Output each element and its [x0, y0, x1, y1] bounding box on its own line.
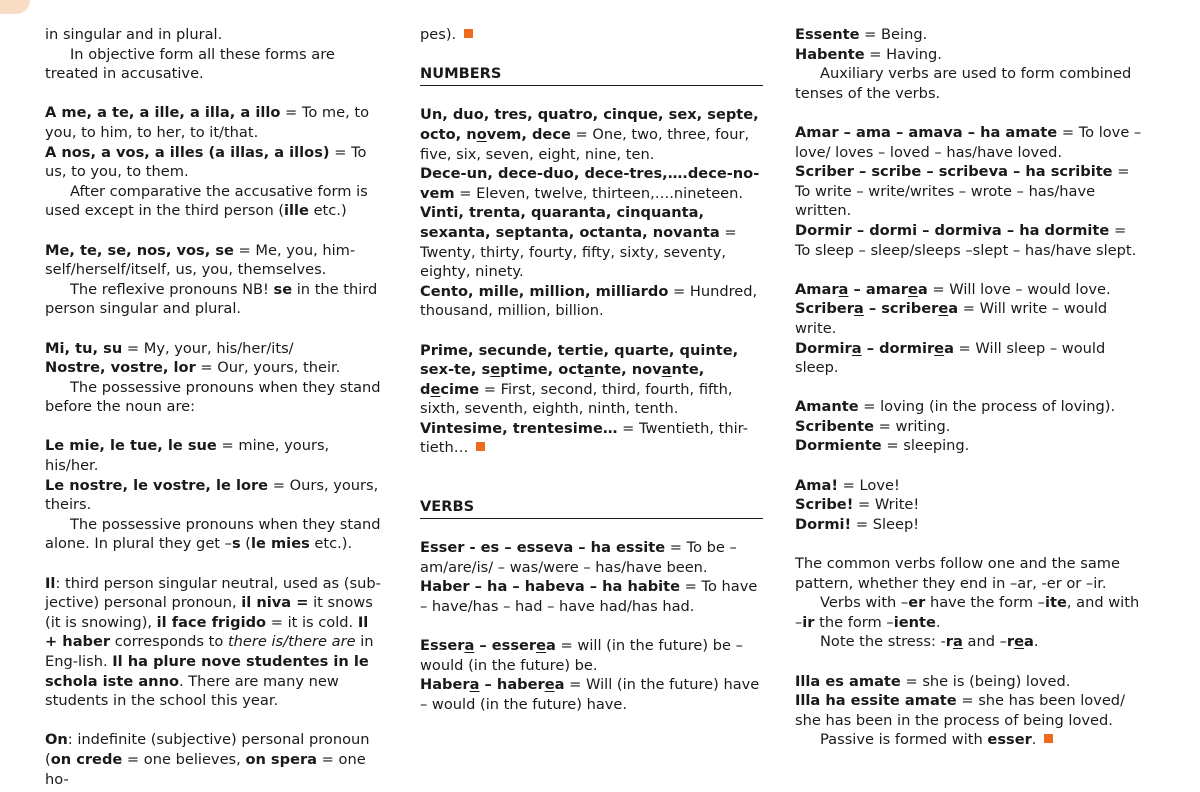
paragraph: [420, 25, 763, 45]
paragraph: [420, 419, 763, 458]
term: Amante: [795, 398, 859, 416]
term: Dormiente: [795, 437, 882, 455]
definition: = To sleep – sleep/sleeps –slept – has/have slept.: [795, 221, 1137, 259]
term: Le mie, le tue, le sue: [45, 437, 217, 455]
paragraph: [795, 691, 1145, 730]
definition: = she is (being) loved.: [900, 672, 1071, 690]
definition: = My, your, his/her/its/: [122, 339, 294, 357]
term: ite: [1044, 594, 1067, 612]
paragraph: The possessive pronouns when they stand before the noun are:: [45, 378, 381, 416]
paragraph: Passive is formed with esser.: [795, 730, 1145, 750]
paragraph: [795, 397, 1145, 417]
text: in the third person singular and plural.: [45, 280, 378, 318]
term: Prime, secunde, tertie, quarte, quinte, sex-te, septime, octante, novante, decime: [420, 341, 739, 398]
definition: = will (in the future) be – would (in the future) be.: [420, 637, 743, 674]
term: Illa es amate: [795, 672, 901, 690]
term: Scribe!: [795, 496, 854, 514]
paragraph: [420, 341, 763, 419]
definition: = Will sleep – would sleep.: [795, 339, 1106, 377]
term: on crede: [50, 750, 123, 768]
paragraph: [420, 282, 763, 321]
definition: = Will love – would love.: [927, 280, 1111, 298]
text: corresponds to: [110, 633, 228, 651]
definition: = she has been loved/ she has been in the process of being loved.: [795, 692, 1125, 729]
term: Scriber – scribe – scribeva – ha scribite: [795, 163, 1113, 181]
paragraph: [795, 672, 1145, 692]
paragraph: [420, 636, 763, 675]
text: The reflexive pronouns NB!: [70, 280, 274, 298]
definition: = Ours, yours, theirs.: [45, 476, 379, 514]
paragraph: [795, 45, 1145, 65]
term: Il: [45, 574, 56, 592]
term: Ama!: [795, 476, 839, 494]
paragraph: [45, 730, 385, 789]
text: it snows (it is snowing),: [45, 594, 373, 631]
term: Le nostre, le vostre, le lore: [45, 476, 269, 494]
stress-mark: a: [661, 361, 672, 379]
stress-mark: a: [583, 361, 594, 379]
paragraph: In objective form all these forms are treated in accusative.: [45, 45, 335, 83]
paragraph: [795, 299, 1145, 338]
stress-mark: e: [1014, 633, 1024, 651]
term: On: [45, 731, 68, 749]
term: Mi, tu, su: [45, 339, 123, 357]
paragraph: [45, 103, 385, 142]
term: Cento, mille, million, milliardo: [420, 282, 669, 300]
definition: = To love – love/ loves – loved – has/have loved.: [795, 123, 1142, 161]
text: : third person singular neutral, used as (sub-jective) personal pronoun,: [45, 574, 381, 612]
stress-mark: e: [938, 300, 949, 318]
term: Essente: [795, 26, 860, 43]
paragraph: Note the stress: -ra and –rea.: [820, 633, 1039, 651]
term: Essera – esserea: [420, 637, 556, 655]
paragraph: [420, 105, 763, 164]
definition: = Twentieth, thir-tieth…: [420, 419, 748, 457]
definition: = First, second, third, fourth, fifth, sixth, seventh, eighth, ninth, tenth.: [420, 380, 733, 418]
term: Dormira – dormirea: [795, 339, 954, 357]
text: The possessive pronouns when they stand alone. In plural they get –: [45, 515, 381, 553]
term: Vinti, trenta, quaranta, cinquanta, sexanta, septanta, octanta, novanta: [420, 204, 720, 241]
definition: = mine, yours, his/her.: [45, 437, 330, 475]
term: Esser - es – esseva – ha essite: [420, 539, 666, 557]
definition: = Love!: [838, 476, 900, 494]
paragraph: [795, 495, 1145, 515]
definition: = Twenty, thirty, fourty, fifty, sixty, seventy, eighty, ninety.: [420, 223, 737, 281]
definition: = Sleep!: [851, 515, 920, 533]
stress-mark: a: [953, 633, 963, 651]
end-square-icon: [464, 29, 473, 38]
paragraph: [795, 476, 1145, 496]
paragraph: Auxiliary verbs are used to form combined tenses of the verbs.: [795, 65, 1132, 102]
term: Il + haber: [45, 613, 369, 651]
text: etc.): [308, 202, 347, 220]
definition: = writing.: [873, 417, 951, 435]
term: Nostre, vostre, lor: [45, 359, 196, 377]
stress-mark: e: [536, 637, 547, 655]
stress-mark: a: [838, 280, 849, 298]
term: Illa ha essite amate: [795, 692, 957, 710]
paragraph: [45, 436, 385, 475]
paragraph: [795, 123, 1145, 162]
text: = one believes,: [122, 750, 246, 768]
paragraph: [795, 417, 1145, 437]
term: Dece-un, dece-duo, dece-tres,….dece-no-vem: [420, 165, 760, 202]
corner-tab: [0, 0, 30, 14]
term: A nos, a vos, a illes (a illas, a illos): [45, 143, 330, 161]
term: il face frigido: [156, 613, 267, 631]
paragraph: [420, 538, 763, 577]
definition: = To have – have/has – had – have had/has had.: [420, 578, 758, 616]
stress-mark: e: [490, 361, 501, 379]
term: Amar – ama – amava – ha amate: [795, 123, 1058, 141]
text: etc.).: [309, 535, 353, 553]
paragraph: [45, 339, 385, 359]
term: Scribente: [795, 417, 874, 435]
term: rea: [1006, 633, 1034, 651]
paragraph: [45, 143, 385, 182]
paragraph: [420, 203, 763, 281]
paragraph: [45, 182, 385, 221]
paragraph: [420, 577, 763, 616]
term: ra: [945, 633, 963, 651]
definition: = To me, to you, to him, to her, to it/that.: [45, 104, 370, 141]
definition: = Will write – would write.: [795, 300, 1108, 337]
definition: = Being.: [859, 26, 928, 43]
stress-mark: e: [934, 339, 945, 357]
paragraph: [795, 162, 1145, 221]
column-2: [420, 25, 763, 715]
term: iente: [893, 613, 936, 631]
paragraph: The common verbs follow one and the same pattern, whether they end in –ar, -er or –ir.: [795, 555, 1121, 592]
paragraph: [45, 280, 385, 319]
paragraph: [795, 339, 1145, 378]
definition: = To be – am/are/is/ – was/were – has/have been.: [420, 539, 737, 576]
paragraph: [795, 221, 1145, 260]
stress-mark: e: [544, 676, 555, 694]
text: (: [240, 535, 251, 553]
term: Habente: [795, 45, 865, 63]
term: Dormir – dormi – dormiva – ha dormite: [795, 221, 1110, 239]
term: Habera – haberea: [420, 676, 565, 694]
term: ille: [284, 202, 309, 220]
text: in Eng-lish.: [45, 633, 374, 670]
paragraph: [45, 358, 385, 378]
stress-mark: e: [907, 280, 918, 298]
paragraph: [795, 280, 1145, 300]
text: . There are many new students in the school this year.: [45, 672, 339, 710]
text: = it is cold.: [266, 613, 358, 631]
paragraph: [795, 25, 1145, 45]
term: ir: [802, 613, 815, 631]
stress-mark: e: [430, 380, 441, 398]
paragraph: [795, 436, 1145, 456]
term: le mies: [251, 535, 310, 553]
term: s: [231, 535, 241, 553]
term: Scribera – scriberea: [795, 300, 959, 318]
text: = one ho-: [45, 750, 366, 788]
term: il niva =: [241, 594, 309, 612]
paragraph: [795, 515, 1145, 535]
end-square-icon: [476, 442, 485, 451]
text: : indefinite (subjective) personal pronoun (: [45, 731, 370, 768]
definition: = Eleven, twelve, thirteen,….nineteen.: [454, 184, 744, 202]
term: esser: [987, 731, 1032, 749]
term: se: [273, 280, 293, 298]
term: Amara – amarea: [795, 280, 928, 298]
column-3: [795, 25, 1145, 750]
stress-mark: o: [476, 125, 487, 143]
definition: = To write – write/writes – wrote – has/have written.: [795, 163, 1130, 220]
definition: = Write!: [853, 496, 920, 514]
stress-mark: a: [851, 339, 862, 357]
end-square-icon: [1044, 734, 1053, 743]
paragraph: [420, 675, 763, 714]
paragraph: [420, 164, 763, 203]
term: Me, te, se, nos, vos, se: [45, 241, 234, 259]
definition: = loving (in the process of loving).: [858, 398, 1116, 416]
paragraph: Verbs with –er have the form –ite, and with –ir the form –iente.: [795, 594, 1140, 631]
paragraph: [45, 574, 385, 711]
column-1: [45, 25, 385, 789]
paragraph: [45, 515, 385, 554]
stress-mark: a: [853, 300, 864, 318]
definition: = Will (in the future) have – would (in the future) have.: [420, 676, 760, 713]
definition: = One, two, three, four, five, six, seven, eight, nine, ten.: [420, 125, 750, 163]
paragraph: [45, 476, 385, 515]
stress-mark: a: [464, 637, 475, 655]
paragraph: in singular and in plural.: [45, 26, 223, 43]
term: on spera: [245, 750, 318, 768]
stress-mark: a: [469, 676, 480, 694]
term: er: [908, 594, 926, 612]
text: pes).: [420, 26, 457, 43]
term: Haber – ha – habeva – ha habite: [420, 578, 681, 596]
section-heading-numbers: NUMBERS: [420, 64, 763, 86]
definition: = To us, to you, to them.: [45, 143, 367, 181]
italic-text: there is/there are: [227, 633, 356, 651]
definition: = Hundred, thousand, million, billion.: [420, 282, 758, 320]
text: After comparative the accusative form is used except in the third person (: [45, 182, 368, 220]
definition: = sleeping.: [881, 437, 970, 455]
definition: = Me, you, him-self/herself/itself, us, you, themselves.: [45, 241, 356, 279]
paragraph: [45, 241, 385, 280]
definition: = Having.: [864, 45, 942, 63]
section-heading-verbs: VERBS: [420, 497, 763, 519]
example-sentence: Il ha plure nove studentes in le schola iste anno: [45, 653, 369, 690]
term: Un, duo, tres, quatro, cinque, sex, septe, octo, novem, dece: [420, 106, 759, 143]
term: Vintesime, trentesime…: [420, 419, 618, 437]
definition: = Our, yours, their.: [195, 359, 341, 377]
term: A me, a te, a ille, a illa, a illo: [45, 104, 281, 122]
term: Dormi!: [795, 515, 852, 533]
